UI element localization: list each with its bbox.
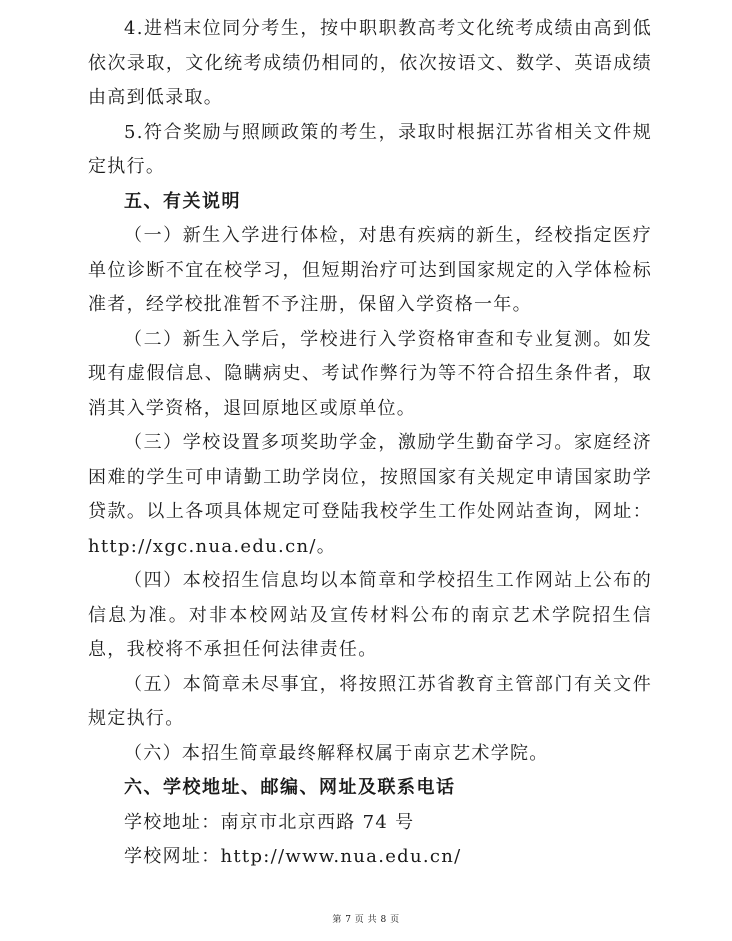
notes-item-5: （五）本简章未尽事宜，将按照江苏省教育主管部门有关文件规定执行。 (88, 673, 652, 729)
notes-item-3: （三）学校设置多项奖助学金，激励学生勤奋学习。家庭经济困难的学生可申请勤工助学岗位，按照国家有关规定申请国家助学贷款。以上各项具体规定可登陆我校学生工作处网站查询，网址：http://xgc.nua.edu.cn/。 (88, 432, 652, 557)
notes-item-1: （一）新生入学进行体检，对患有疾病的新生，经校指定医疗单位诊断不宜在校学习，但短期治疗可达到国家规定的入学体检标准者，经学校批准暂不予注册，保留入学资格一年。 (88, 225, 652, 315)
notes-item-4: （四）本校招生信息均以本简章和学校招生工作网站上公布的信息为准。对非本校网站及宣传材料公布的南京艺术学院招生信息，我校将不承担任何法律责任。 (88, 570, 652, 660)
page-number-footer: 第 7 页 共 8 页 (332, 915, 400, 925)
section-heading-contact: 六、学校地址、邮编、网址及联系电话 (124, 777, 456, 798)
notes-item-6: （六）本招生简章最终解释权属于南京艺术学院。 (124, 742, 549, 764)
notes-item-2: （二）新生入学后，学校进行入学资格审查和专业复测。如发现有虚假信息、隐瞒病史、考试作弊行为等不符合招生条件者，取消其入学资格，退回原地区或原单位。 (88, 328, 652, 419)
paragraph-admission-rule-5: 5.符合奖励与照顾政策的考生，录取时根据江苏省相关文件规定执行。 (88, 121, 652, 177)
document-body (88, 12, 652, 875)
paragraph-admission-rule-4: 4.进档末位同分考生，按中职职教高考文化统考成绩由高到低依次录取，文化统考成绩仍相同的，依次按语文、数学、英语成绩由高到低录取。 (88, 18, 652, 108)
school-website: 学校网址：http://www.nua.edu.cn/ (124, 846, 462, 867)
section-heading-notes: 五、有关说明 (124, 190, 241, 212)
school-address: 学校地址：南京市北京西路 74 号 (124, 811, 415, 833)
